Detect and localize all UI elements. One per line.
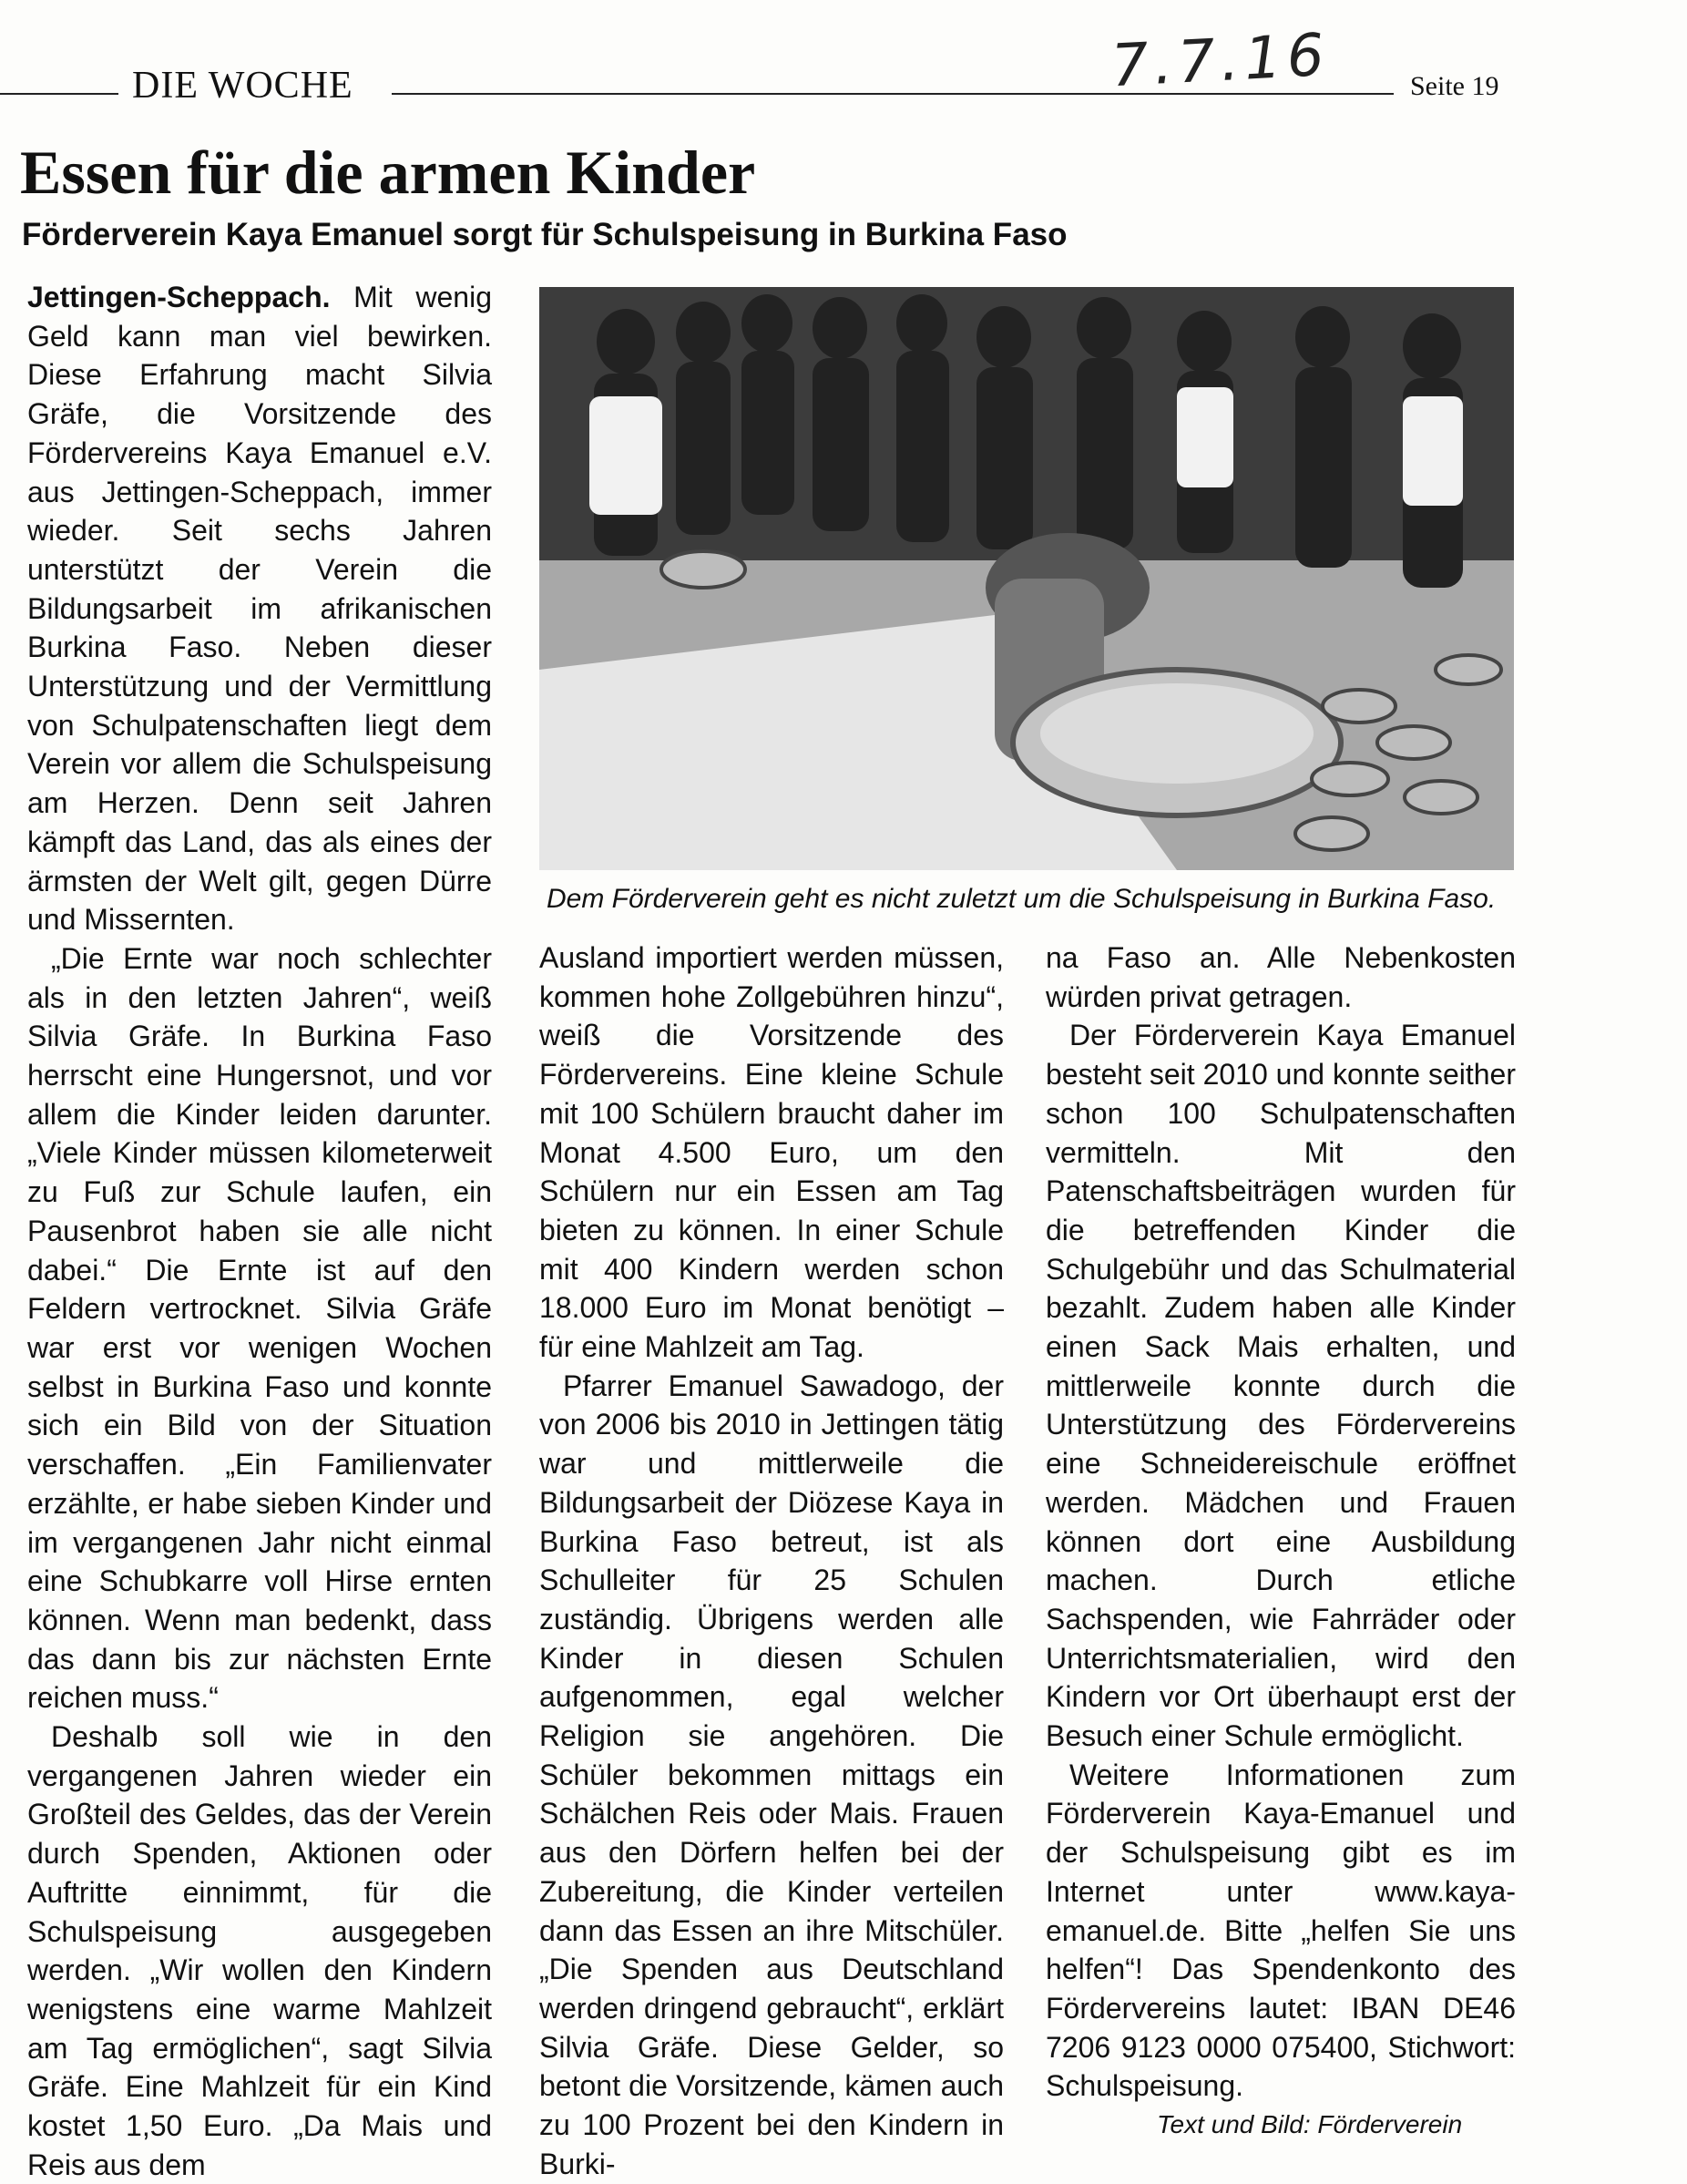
- paragraph: „Die Ernte war noch schlechter als in den letzten Jahren“, weiß Silvia Gräfe. In Burkina Faso herrscht eine Hungersnot, und vor allem die Kinder leiden darunter. „Viele Kinder müssen kilometerweit zu Fuß zur Schule laufen, ein Pausenbrot haben sie alle nicht dabei.“ Die Ernte ist auf den Feldern vertrocknet. Silvia Gräfe war erst vor wenigen Wochen selbst in Burkina Faso und konnte sich ein Bild von der Situation verschaffen. „Ein Familienvater erzählte, er habe sieben Kinder und im vergangenen Jahr nicht einmal eine Schubkarre voll Hirse ernten können. Wenn man bedenkt, dass das dann bis zur nächsten Ernte reichen muss.“: [27, 941, 492, 1715]
- article-photo: [539, 287, 1514, 870]
- dateline: Jettingen-Scheppach.: [27, 281, 331, 313]
- paragraph-text: Mit wenig Geld kann man viel bewirken. Diese Erfahrung macht Silvia Gräfe, die Vorsitzende des Fördervereins Kaya Emanuel e.V. aus Jettingen-Scheppach, immer wieder. Seit sechs Jahren unterstützt der Verein die Bildungsarbeit im afrikanischen Burkina Faso. Neben dieser Unterstützung und der Vermittlung von Schulpatenschaften liegt dem Verein vor allem die Schulspeisung am Herzen. Denn seit Jahren kämpft das Land, das als eines der ärmsten der Welt gilt, gegen Dürre und Missernten.: [27, 281, 493, 937]
- paragraph: Weitere Informationen zum Förderverein Kaya-Emanuel und der Schulspeisung gibt es im Internet unter www.kaya-emanuel.de. Bitte „helfen Sie uns helfen“! Das Spendenkonto des Fördervereins lautet: IBAN DE46 7206 9123 0000 075400, Stichwort: Schulspeisung.: [1046, 1758, 1516, 2103]
- photo-illustration: [539, 287, 1514, 870]
- photo-credit: Text und Bild: Förderverein: [1157, 2110, 1463, 2138]
- paragraph: na Faso an. Alle Nebenkosten würden privat getragen.: [1046, 941, 1516, 1013]
- paragraph: Ausland importiert werden müssen, kommen hohe Zollgebühren hinzu“, weiß die Vorsitzende des Fördervereins. Eine kleine Schule mit 100 Schülern braucht daher im Monat 4.500 Euro, um den Schülern nur ein Essen am Tag bieten zu können. In einer Schule mit 400 Kindern werden schon 18.000 Euro im Monat benötigt – für eine Mahlzeit am Tag.: [539, 941, 1004, 1364]
- article-column-3: [1046, 938, 1516, 2106]
- paragraph: Deshalb soll wie in den vergangenen Jahren wieder ein Großteil des Geldes, das der Verein durch Spenden, Aktionen oder Auftritte einnimmt, für die Schulspeisung ausgegeben werden. „Wir wollen den Kindern wenigstens eine warme Mahlzeit am Tag ermöglichen“, sagt Silvia Gräfe. Eine Mahlzeit für ein Kind kostet 1,50 Euro. „Da Mais und Reis aus dem: [27, 1720, 492, 2181]
- paragraph: Der Förderverein Kaya Emanuel besteht seit 2010 und konnte seither schon 100 Schulpatenschaften vermitteln. Mit den Patenschaftsbeiträgen wurden für die betreffenden Kinder die Schulgebühr und das Schulmaterial bezahlt. Zudem haben alle Kinder einen Sack Mais erhalten, und mittlerweile konnte durch die Unterstützung des Fördervereins eine Schneidereischule eröffnet werden. Mädchen und Frauen können dort eine Ausbildung machen. Durch etliche Sachspenden, wie Fahrräder oder Unterrichtsmaterialien, wird den Kindern vor Ort überhaupt erst der Besuch einer Schule ermöglicht.: [1046, 1019, 1516, 1753]
- masthead-rule-left: [0, 93, 118, 95]
- handwritten-date: 7.7.16: [1109, 21, 1332, 101]
- page-number: Seite 19: [1410, 71, 1499, 101]
- article-column-2: [539, 938, 1004, 2184]
- section-title: DIE WOCHE: [132, 65, 353, 107]
- paragraph: [27, 278, 492, 939]
- photo-caption: Dem Förderverein geht es nicht zuletzt um die Schulspeisung in Burkina Faso.: [547, 884, 1497, 914]
- subheadline: Förderverein Kaya Emanuel sorgt für Schulspeisung in Burkina Faso: [22, 217, 1068, 252]
- article-column-1: [27, 278, 492, 2184]
- paragraph: Pfarrer Emanuel Sawadogo, der von 2006 bis 2010 in Jettingen tätig war und mittlerweile die Bildungsarbeit der Diözese Kaya in Burkina Faso betreut, ist als Schulleiter für 25 Schulen zuständig. Übrigens werden alle Kinder in diesen Schulen aufgenommen, egal welcher Religion sie angehören. Die Schüler bekommen mittags ein Schälchen Reis oder Mais. Frauen aus den Dörfern helfen bei der Zubereitung, die Kinder verteilen dann das Essen an ihre Mitschüler. „Die Spenden aus Deutschland werden dringend gebraucht“, erklärt Silvia Gräfe. Diese Gelder, so betont die Vorsitzende, kämen auch zu 100 Prozent bei den Kindern in Burki-: [539, 1369, 1004, 2180]
- headline: Essen für die armen Kinder: [20, 138, 756, 207]
